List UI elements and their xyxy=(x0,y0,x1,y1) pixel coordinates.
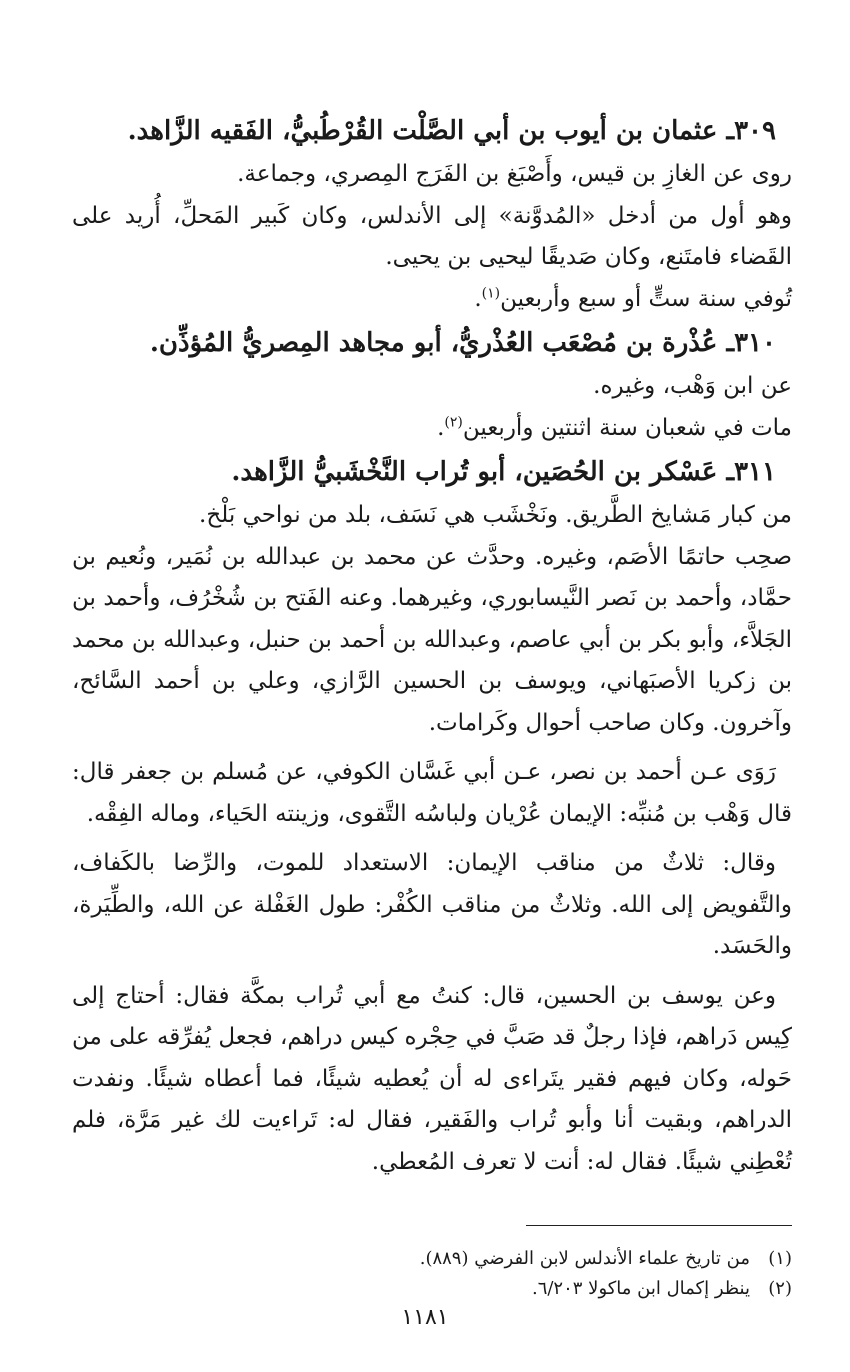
footnote-text: ينظر إكمال ابن ماكولا ٦/٢٠٣. xyxy=(531,1278,750,1299)
footnote-marker-2[interactable]: (٢) xyxy=(444,413,463,430)
footnote-number: (١) xyxy=(768,1248,792,1269)
death-end: . xyxy=(437,414,445,441)
entry-title: ٣١١ـ عَسْكر بن الحُصَين، أبو تُراب النَّخْشَبيُّ الزَّاهد. xyxy=(231,457,776,487)
footnote-text: من تاريخ علماء الأندلس لابن الفرضي (٨٨٩). xyxy=(419,1248,750,1269)
entry-title: ٣٠٩ـ عثمان بن أيوب بن أبي الصَّلْت القُرْطُبيُّ، الفَقيه الزَّاهد. xyxy=(127,116,776,146)
biography-entry-311 xyxy=(72,449,792,1183)
footnote-2 xyxy=(72,1274,792,1304)
entry-paragraph: روى عن الغازِ بن قيس، وأَصْبَغ بن الفَرَج المِصري، وجماعة. xyxy=(237,161,792,187)
biography-entry-309 xyxy=(72,108,792,320)
entry-paragraph: عن ابن وَهْب، وغيره. xyxy=(593,373,792,399)
entry-paragraph: وعن يوسف بن الحسين، قال: كنتُ مع أبي تُراب بمكَّة فقال: أحتاج إلى كِيس دَراهم، فإذا رجلٌ قد صَبَّ في حِجْره كيس دراهم، فجعل يُفرِّقه على من حَوله، وكان فيهم فقير يتَراءى له أن يُعطيه شيئًا، فما أعطاه شيئًا. ونفدت الدراهم، وبقيت أنا وأبو تُراب والفَقير، فقال له: تَراءيت لك غير مَرَّة، فلم تُعْطِني شيئًا. فقال له: أنت لا تعرف المُعطي. xyxy=(72,982,792,1175)
death-text: مات في شعبان سنة اثنتين وأربعين xyxy=(462,414,792,441)
biography-entry-310 xyxy=(72,320,792,449)
footnotes xyxy=(72,1244,792,1304)
page-number: ١١٨١ xyxy=(401,1305,449,1330)
entry-paragraph: رَوَى عـن أحمد بن نصر، عـن أبي غَسَّان الكوفي، عن مُسلم بن جعفر قال: قال وَهْب بن مُنبِّه: الإيمان عُرْيان ولباسُه التَّقوى، وزينته الحَياء، وماله الفِقْه. xyxy=(72,759,792,827)
death-note xyxy=(72,279,792,321)
entry-paragraph: وهو أول من أدخل «المُدوَّنة» إلى الأندلس، وكان كَبير المَحلِّ، أُريد على القَضاء فامتَنع، وكان صَديقًا ليحيى بن يحيى. xyxy=(72,202,792,270)
footnote-divider xyxy=(526,1225,792,1226)
entry-paragraph: وقال: ثلاثٌ من مناقب الإيمان: الاستعداد للموت، والرِّضا بالكَفاف، والتَّفويض إلى الله. وثلاثٌ من مناقب الكُفْر: طول الغَفْلة عن الله، والطِّيَرة، والحَسَد. xyxy=(72,850,792,959)
footnote-marker-1[interactable]: (١) xyxy=(481,284,501,301)
entry-paragraph: صحِب حاتمًا الأصَم، وغيره. وحدَّث عن محمد بن عبدالله بن نُمَير، ونُعيم بن حمَّاد، وأحمد بن نَصر النَّيسابوري، وغيرهما. وعنه الفَتح بن شُخْرُف، وأحمد بن الجَلاَّء، وأبو بكر بن أبي عاصم، وعبدالله بن أحمد بن حنبل، وعبدالله بن محمد بن زكريا الأصبَهاني، ويوسف بن الحسين الرَّازي، وعلي بن أحمد السَّائح، وآخرون. وكان صاحب أحوال وكَرامات. xyxy=(72,543,792,736)
death-note xyxy=(72,408,792,450)
entry-paragraph: من كبار مَشايخ الطَّريق. ونَخْشَب هي نَسَف، بلد من نواحي بَلْخ. xyxy=(199,502,792,528)
entry-title: ٣١٠ـ عُذْرة بن مُصْعَب العُذْريُّ، أبو مجاهد المِصريُّ المُؤذِّن. xyxy=(149,328,776,358)
footnote-1 xyxy=(72,1244,792,1274)
death-text: تُوفي سنة ستٍّ أو سبع وأربعين xyxy=(500,285,792,312)
death-end: . xyxy=(474,285,482,312)
footnote-number: (٢) xyxy=(768,1278,792,1299)
